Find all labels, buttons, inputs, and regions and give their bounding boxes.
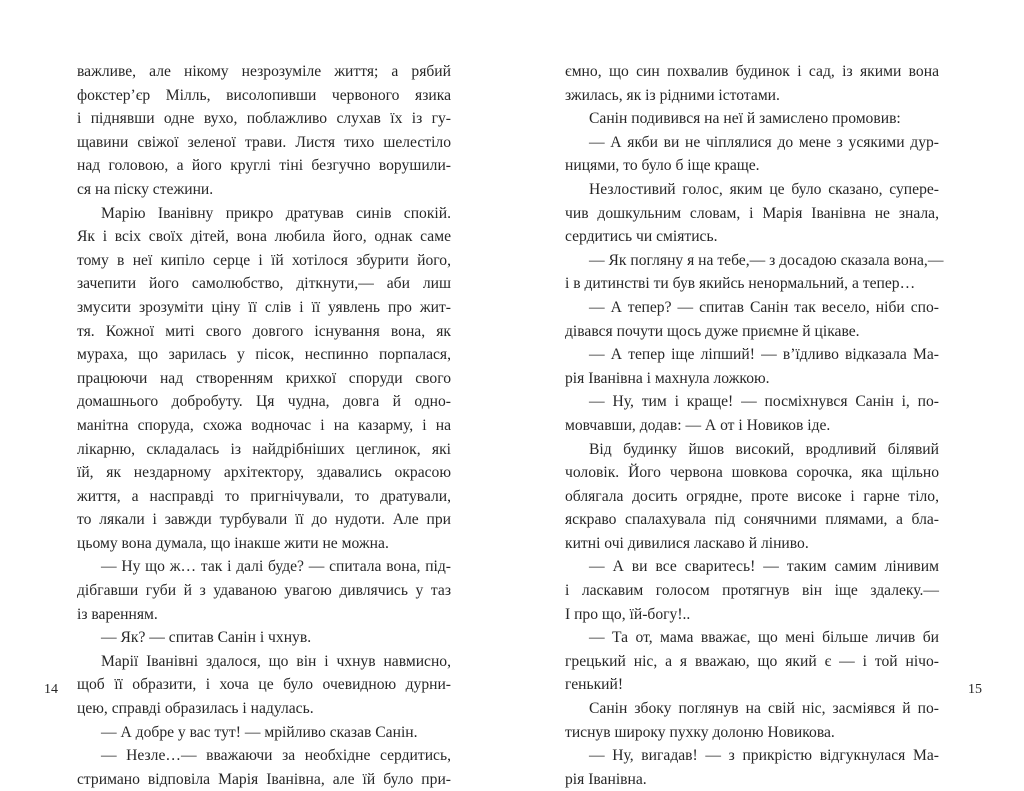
text-line: цьому вона думала, що інакше жити не можна.: [77, 534, 389, 552]
text-line: Як і всіх своїх дітей, вона любила його, однак саме: [77, 228, 451, 246]
text-line: генький!: [565, 676, 624, 694]
text-line: сердитись чи сміятись.: [565, 228, 718, 246]
text-line: грецький ніс, а я вважаю, що який є — і той нічо-: [565, 652, 939, 670]
text-line: домашнього добробуту. Ця чудна, довга й одно-: [77, 393, 451, 411]
text-line: Марії Іванівні здалося, що він і чхнув навмисно,: [101, 652, 451, 670]
text-line: працюючи над створенням крихкої споруди свого: [77, 369, 451, 387]
text-line: яскраво спалахувала під сонячними плямами, а бла-: [565, 511, 939, 529]
text-line: ницями, то було б іще краще.: [565, 157, 760, 175]
text-line: рія Іванівна і махнула ложкою.: [565, 369, 770, 387]
text-line: лікарню, складалась із найдрібніших цеглинок, які: [77, 440, 451, 458]
text-line: зжилась, як із рідними істотами.: [565, 86, 780, 104]
text-line: цею, справді образилась і надулась.: [77, 700, 314, 718]
text-line: дівався почути щось дуже приємне й цікаве.: [565, 322, 860, 340]
text-line: із варенням.: [77, 605, 158, 623]
text-line: — Незле…— вважаючи за необхідне сердитись,: [101, 747, 451, 765]
text-line: тя. Кожної миті свого довгого існування вона, як: [77, 322, 451, 340]
text-line: дібгавши губи й з удаваною увагою дивлячись у таз: [77, 582, 451, 600]
text-line: ємно, що син похвалив будинок і сад, із якими вона: [565, 63, 939, 80]
text-line: китні очі дивилися ласкаво й ліниво.: [565, 534, 809, 552]
text-line: — Як? — спитав Санін і чхнув.: [101, 629, 312, 647]
text-line: Незлостивий голос, яким це було сказано, супере-: [589, 180, 939, 198]
text-line: Санін збоку поглянув на свій ніс, засміявся й по-: [589, 700, 939, 718]
text-line: і піднявши одне вухо, поблажливо слухав їх із гу-: [77, 110, 451, 128]
text-line: мовчавши, додав: — А от і Новиков іде.: [565, 416, 831, 434]
text-line: — Ну, тим і краще! — посміхнувся Санін і, по-: [589, 393, 939, 411]
text-line: щоб її образити, і хоча це було очевидною дурни-: [77, 676, 451, 694]
right-page-text: [565, 60, 944, 791]
text-line: Марію Іванівну прикро дратував синів спокій.: [101, 204, 451, 222]
text-line: і ласкавим голосом протягнув він іще здалеку.—: [565, 582, 939, 600]
text-line: ся на піску стежини.: [77, 180, 214, 198]
text-line: життя, а насправді то пригнічували, то дратували,: [77, 487, 451, 505]
text-line: — А ви все сваритесь! — таким самим лінивим: [589, 558, 939, 576]
right-page-number: 15: [968, 682, 982, 697]
text-line: тому в неї кипіло серце і їй хотілося збурити його,: [77, 251, 451, 269]
left-page-text: [77, 60, 451, 791]
text-line: то лякали і завжди турбували її до нудоти. Але при: [77, 511, 451, 529]
text-line: — А тепер? — спитав Санін так весело, ніби спо-: [589, 298, 939, 316]
text-line: — Ну що ж… так і далі буде? — спитала вона, під-: [101, 558, 451, 576]
text-line: стримано відповіла Марія Іванівна, але їй було при-: [77, 770, 451, 788]
text-line: зачепити його самолюбство, діткнути,— аби лиш: [77, 275, 451, 293]
text-line: — Та от, мама вважає, що мені більше личив би: [589, 629, 939, 647]
text-line: фокстер’єр Мілль, висолопивши червоного язика: [77, 86, 451, 104]
text-line: І про що, їй-богу!..: [565, 605, 691, 623]
text-line: щавини свіжої зеленої трави. Листя тихо шелестіло: [77, 133, 451, 151]
text-line: — Як погляну я на тебе,— з досадою сказала вона,—: [589, 251, 944, 269]
text-line: — А добре у вас тут! — мрійливо сказав Санін.: [101, 723, 418, 741]
text-line: рія Іванівна.: [565, 770, 647, 788]
text-line: тиснув широку пухку долоню Новикова.: [565, 723, 835, 741]
text-line: чоловік. Його червона шовкова сорочка, яка щільно: [565, 464, 939, 482]
text-line: Від будинку йшов високий, вродливий білявий: [589, 440, 939, 458]
text-line: — Ну, вигадав! — з прикрістю відгукнулася Ма-: [589, 747, 939, 765]
text-line: над головою, а його круглі тіні безгучно ворушили-: [77, 157, 451, 175]
text-line: і в дитинстві ти був якийсь ненормальний, а тепер…: [565, 275, 916, 293]
text-line: мураха, що зарилась у пісок, неспинно порпалася,: [77, 346, 451, 364]
text-line: облягала досить огрядне, проте високе і гарне тіло,: [565, 487, 939, 505]
text-line: манітна споруда, схожа водночас і на казарму, і на: [77, 416, 451, 434]
text-line: важливе, але нікому незрозуміле життя; а рябий: [77, 63, 451, 80]
text-line: чив дошкульним словам, і Марія Іванівна не знала,: [565, 204, 939, 222]
text-line: — А якби ви не чіплялися до мене з усякими дур-: [589, 133, 939, 151]
text-line: Санін подивився на неї й замислено промовив:: [589, 110, 901, 128]
left-page-number: 14: [44, 682, 58, 697]
text-line: їй, як нездарному архітектору, здавались окрасою: [77, 464, 451, 482]
text-line: змусити зрозуміти ціну її слів і її уявлень про жит-: [77, 298, 451, 316]
text-line: — А тепер іще ліпший! — в’їдливо відказала Ма-: [589, 346, 939, 364]
